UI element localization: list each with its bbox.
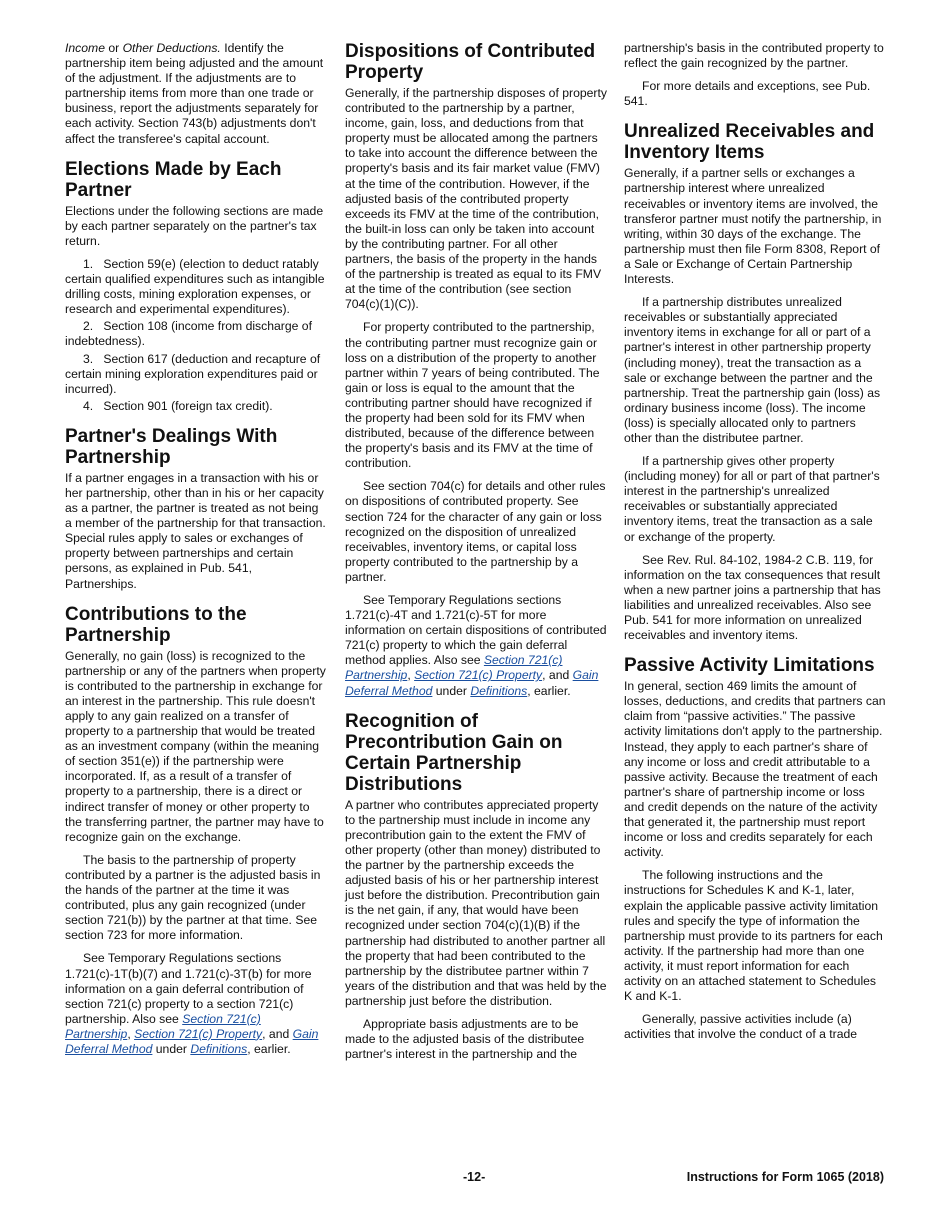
text-fragment: , earlier. bbox=[527, 683, 571, 698]
elections-intro: Elections under the following sections are made by each partner separately on the partner's tax return. bbox=[65, 203, 324, 248]
dispositions-paragraph: For property contributed to the partnership, the contributing partner must recognize gain or loss on a distribution of the property to another partner within 7 years of being contributed. The gain or loss is equal to the amount that the contributing partner should have recognized if the property had been sold for its FMV when distributed, because of the difference between the property's basis and its FMV at the time of contribution. bbox=[345, 320, 600, 471]
definitions-link[interactable]: Definitions bbox=[470, 683, 528, 698]
column-3 bbox=[624, 41, 886, 1050]
definitions-link[interactable]: Definitions bbox=[190, 1041, 248, 1056]
intro-paragraph bbox=[65, 41, 327, 147]
dispositions-heading: Dispositions of Contributed Property bbox=[345, 41, 596, 83]
text-fragment: , earlier. bbox=[247, 1041, 291, 1056]
section-721c-partnership-link[interactable]: Section 721(c) Partnership bbox=[345, 653, 563, 683]
dispositions-paragraph bbox=[345, 593, 607, 699]
dispositions-paragraph: See section 704(c) for details and other rules on dispositions of contributed property. See section 724 for the character of any gain or loss recognized on the disposition of unrealized receivables, inventory items, or capital loss property contributed to the partnership by a partner. bbox=[345, 479, 606, 584]
passive-heading: Passive Activity Limitations bbox=[624, 655, 875, 677]
text-fragment: See Temporary Regulations sections 1.721(c)-1T(b)(7) and 1.721(c)-3T(b) for more information on a gain deferral contribution of section 721(c) property to a section 721(c) partnership. Also see bbox=[65, 951, 312, 1026]
text-fragment: , and bbox=[262, 1026, 293, 1041]
dealings-paragraph: If a partner engages in a transaction with his or her partnership, other than in his or her capacity as a partner, the partner is treated as not being a member of the partnership for that transaction. Special rules apply to sales or exchanges of property between partnerships and certain persons, as explained in Pub. 541, Partnerships. bbox=[65, 470, 326, 591]
gain-deferral-method-link[interactable]: Gain Deferral Method bbox=[65, 1026, 319, 1056]
text-fragment: , bbox=[127, 1026, 135, 1041]
elections-item: 1. Section 59(e) (election to deduct ratably certain qualified expenditures such as intangible drilling costs, mining exploration expenses, or research and experimental expenditures). bbox=[65, 256, 325, 317]
elections-heading: Elections Made by Each Partner bbox=[65, 158, 282, 201]
contributions-heading: Contributions to the Partnership bbox=[65, 603, 247, 646]
gain-deferral-method-link[interactable]: Gain Deferral Method bbox=[345, 668, 599, 698]
income-term: Income bbox=[65, 41, 105, 55]
section-721c-property-link[interactable]: Section 721(c) Property bbox=[134, 1026, 263, 1041]
elections-item: 3. Section 617 (deduction and recapture of certain mining exploration expenditures paid or incurred). bbox=[65, 351, 321, 396]
other-deductions-term: Other Deductions. bbox=[122, 41, 221, 55]
unrealized-paragraph: See Rev. Rul. 84-102, 1984-2 C.B. 119, for information on the tax consequences that result when a new partner joins a partnership that has liabilities and unrealized receivables. Also see Pub. 541 for more information on unrealized receivables and inventory items. bbox=[624, 552, 881, 643]
text-fragment: Identify the partnership item being adjusted and the amount of the adjustment. If the adjustments are to partnership items from more than one trade or business, report the adjustments separately for each activity. Section 743(b) adjustments don't affect the transferee's capital account. bbox=[65, 41, 324, 146]
elections-item: 2. Section 108 (income from discharge of indebtedness). bbox=[65, 319, 312, 349]
column-1 bbox=[65, 41, 327, 1065]
recognition-paragraph: Appropriate basis adjustments are to be made to the adjusted basis of the distributee partner's interest in the partnership and the bbox=[345, 1016, 585, 1062]
unrealized-paragraph: If a partnership gives other property (including money) for all or part of that partner's interest in the partnership's unrealized receivables or substantially appreciated inventory items, treat the transaction as a sale or exchange of the property. bbox=[624, 454, 880, 544]
elections-item: 4. Section 901 (foreign tax credit). bbox=[83, 398, 273, 413]
page-number: -12- bbox=[463, 1170, 486, 1184]
passive-paragraph: The following instructions and the instructions for Schedules K and K-1, later, explain the applicable passive activity limitation rules and specify the type of information the partnership must provide to its partners for each activity. If the partnership had more than one activity, it must report information for each activity on an attached statement to Schedules K and K-1. bbox=[624, 868, 883, 1004]
contributions-paragraph: The basis to the partnership of property contributed by a partner is the adjusted basis in the hands of the partner at the time it was contributed, plus any gain recognized (under section 721(b)) by the partner at that time. See section 723 for more information. bbox=[65, 852, 321, 943]
passive-paragraph: Generally, passive activities include (a) activities that involve the conduct of a trade bbox=[624, 1012, 858, 1042]
recognition-paragraph: A partner who contributes appreciated property to the partnership must include in income any precontribution gain to the extent the FMV of other property (other than money) distributed to the partner by the partnership exceeds the adjusted basis of his or her partnership interest just before the distribution. Precontribution gain is the net gain, if any, that would have been recognized under section 704(c)(1)(B) if the partnership had distributed to another partner all the property that had been contributed to the partnership by the distributee partner within 7 years of the distribution and that was held by the partnership just before the distribution. bbox=[345, 797, 607, 1008]
column-2 bbox=[345, 41, 607, 1070]
section-721c-property-link[interactable]: Section 721(c) Property bbox=[414, 668, 543, 683]
section-721c-partnership-link[interactable]: Section 721(c) Partnership bbox=[65, 1011, 261, 1041]
text-fragment: under bbox=[152, 1041, 191, 1056]
recognition-heading: Recognition of Precontribution Gain on Certain Partnership Distributions bbox=[345, 710, 563, 795]
unrealized-heading: Unrealized Receivables and Inventory Items bbox=[624, 121, 875, 164]
text-fragment: or bbox=[104, 41, 123, 55]
dispositions-paragraph: Generally, if the partnership disposes of property contributed to the partnership by a partner, income, gain, loss, and deductions from that property must be allocated among the partners to take into account the difference between the property's basis and its fair market value (FMV) at the time of the contribution. However, if the adjusted basis of the contributed property exceeds its FMV at the time of the contribution, the built-in loss can only be taken into account by the contributing partner. For all other partners, the basis of the property in the hands of the partnership is treated as equal to its FMV at the time of the contribution (see section 704(c)(1)(C)). bbox=[345, 86, 607, 312]
contributions-paragraph bbox=[65, 951, 327, 1057]
unrealized-paragraph: If a partnership distributes unrealized receivables or substantially appreciated inventory items in exchange for all or part of a partner's interest in other partnership property (including money), treat the transaction as a sale or exchange between the partner and the partnership. Treat the partnership gain (loss) as ordinary business income (loss). The income (loss) is specially allocated only to partners other than the distributee partner. bbox=[624, 295, 881, 445]
text-fragment: , and bbox=[542, 668, 573, 683]
contributions-paragraph: Generally, no gain (loss) is recognized to the partnership or any of the partners when property is contributed to the partnership in exchange for an interest in the partnership. This rule doesn't apply to any gain realized on a transfer of property to a partnership that would be treated as an investment company (within the meaning of section 351(e)) if the partnership were incorporated. If, as a result of a transfer of property to a partnership, there is a direct or indirect transfer of money or other property to the transferring partner, the partner may have to recognize gain on the exchange. bbox=[65, 648, 326, 844]
dealings-heading: Partner's Dealings With Partnership bbox=[65, 425, 278, 468]
form-title: Instructions for Form 1065 (2018) bbox=[686, 1170, 884, 1184]
passive-paragraph: In general, section 469 limits the amount of losses, deductions, and credits that partners can claim from “passive activities.” The passive activity limitations don't apply to the partnership. Instead, they apply to each partner's share of any income or loss and credit attributable to a passive activity. Because the treatment of each partner's share of partnership income or loss and credit depends on the nature of the activity that generated it, the partnership must report income or loss and credits separately for each activity. bbox=[624, 679, 886, 860]
text-fragment: See Temporary Regulations sections 1.721(c)-4T and 1.721(c)-5T for more information on certain dispositions of contributed 721(c) property to which the gain deferral method applies. Also see bbox=[345, 593, 607, 668]
unrealized-paragraph: Generally, if a partner sells or exchanges a partnership interest where unrealized receivables or inventory items are involved, the transferor partner must notify the partnership, in writing, within 30 days of the exchange. The partnership must then file Form 8308, Report of a Sale or Exchange of Certain Partnership Interests. bbox=[624, 166, 882, 287]
continued-paragraph: partnership's basis in the contributed property to reflect the gain recognized by the partner. bbox=[624, 41, 884, 71]
text-fragment: under bbox=[432, 683, 471, 698]
text-fragment: , bbox=[407, 668, 415, 683]
continued-paragraph: For more details and exceptions, see Pub. 541. bbox=[624, 79, 871, 109]
